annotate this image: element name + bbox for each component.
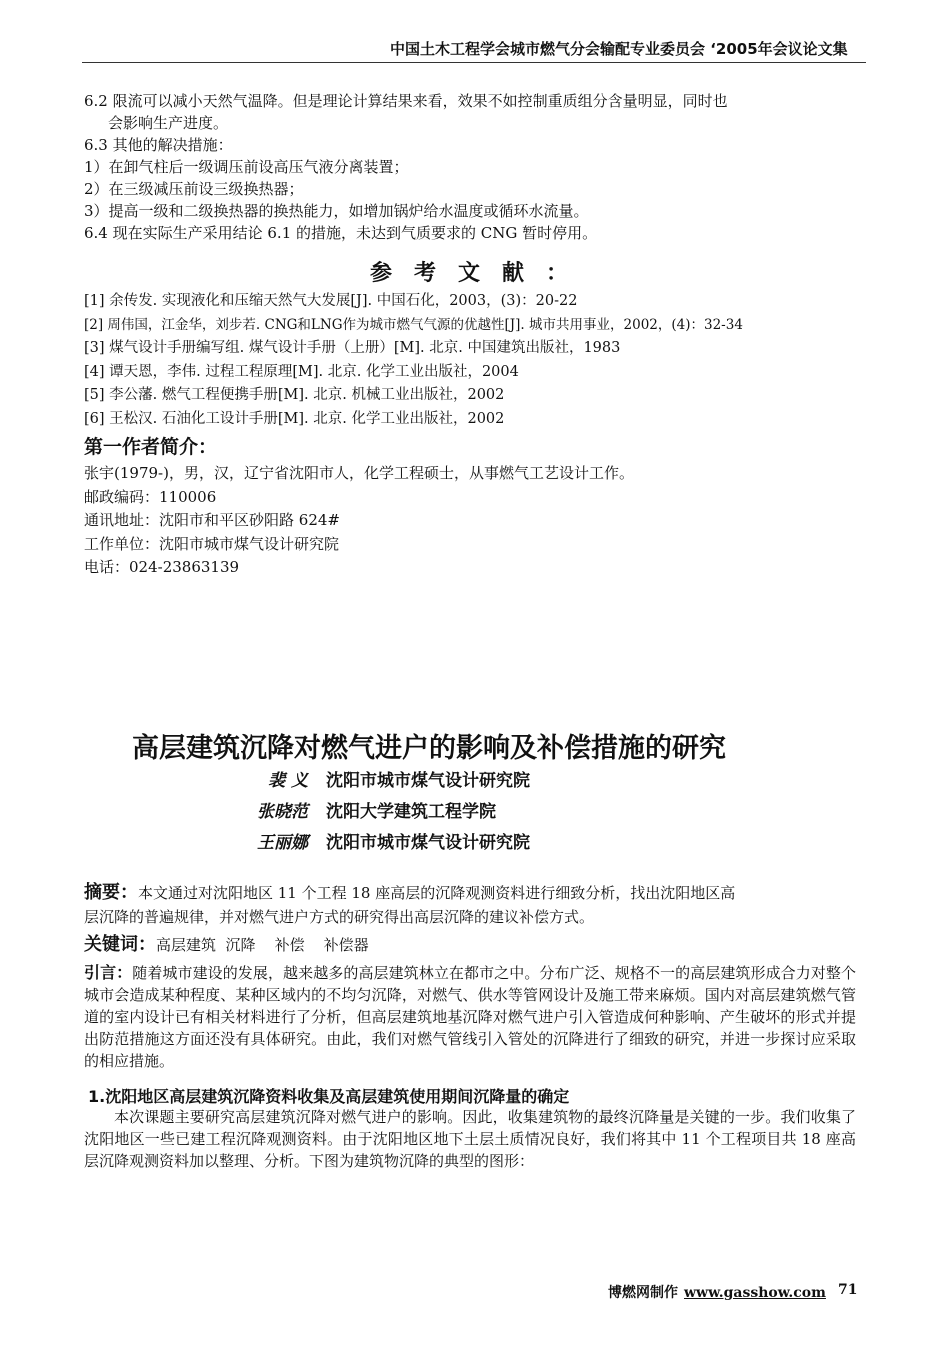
footer <box>608 1282 826 1302</box>
reference-item: [1] 余传发. 实现液化和压缩天然气大发展[J]. 中国石化，2003，(3)：20-22 <box>84 293 578 309</box>
measure-item: 1）在卸气柱后一级调压前设高压气液分离装置； <box>84 158 409 176</box>
bio-line: 通讯地址：沈阳市和平区砂阳路 624# <box>84 511 340 529</box>
reference-item: [3] 煤气设计手册编写组. 煤气设计手册（上册）[M]. 北京. 中国建筑出版社，1983 <box>84 340 621 356</box>
intro-text: 随着城市建设的发展，越来越多的高层建筑林立在都市之中。分布广泛、规格不一的高层建筑形成合力对整个城市会造成某种程度、某种区域内的不均匀沉降，对燃气、供水等管网设计及施工带来麻烦。国内对高层建筑燃气管道的室内设计已有相关材料进行了分析，但高层建筑地基沉降对燃气进户引入管造成何种影响、产生破坏的形式并提出防范措施这方面还没有具体研究。由此，我们对燃气管线引入管处的沉降进行了细致的研究，并进一步探讨应采取的相应措施。 <box>84 964 856 1070</box>
author-affiliation: 沈阳市城市煤气设计研究院 <box>326 833 530 853</box>
reference-item: [6] 王松汉. 石油化工设计手册[M]. 北京. 化学工业出版社，2002 <box>84 410 505 427</box>
footer-producer: 博燃网制作 <box>608 1285 678 1301</box>
header-rule <box>82 62 866 63</box>
measure-item: 2）在三级减压前设三级换热器； <box>84 180 304 198</box>
author-name: 张晓范 <box>257 802 308 822</box>
bio-line: 张宇(1979-)，男，汉，辽宁省沈阳市人，化学工程硕士，从事燃气工艺设计工作。 <box>84 464 634 482</box>
section-1-text: 本次课题主要研究高层建筑沉降对燃气进户的影响。因此，收集建筑物的最终沉降量是关键的一步。我们收集了沈阳地区一些已建工程沉降观测资料。由于沈阳地区地下土层土质情况良好，我们将其中 11 个工程项目共 18 座高层沉降观测资料加以整理、分析。下图为建筑物沉降的典型的图形： <box>84 1108 856 1170</box>
author-row <box>218 766 530 791</box>
intro-label: 引言： <box>84 963 133 982</box>
article-title: 高层建筑沉降对燃气进户的影响及补偿措施的研究 <box>132 733 726 764</box>
keywords-text: 高层建筑 沉降 补偿 补偿器 <box>156 936 369 954</box>
section-1-title: 1.沈阳地区高层建筑沉降资料收集及高层建筑使用期间沉降量的确定 <box>88 1087 570 1106</box>
reference-item: [4] 谭天恩，李伟. 过程工程原理[M]. 北京. 化学工业出版社，2004 <box>84 363 519 380</box>
bio-line: 工作单位：沈阳市城市煤气设计研究院 <box>84 534 340 553</box>
abstract-line2: 层沉降的普遍规律，并对燃气进户方式的研究得出高层沉降的建议补偿方式。 <box>84 908 595 926</box>
keywords <box>84 934 369 956</box>
introduction <box>84 962 856 1072</box>
running-header: 中国土木工程学会城市燃气分会输配专业委员会 ‘2005年会议论文集 <box>390 40 848 58</box>
conclusion-6-4: 6.4 现在实际生产采用结论 6.1 的措施，未达到气质要求的 CNG 暂时停用。 <box>84 224 598 242</box>
bio-line: 邮政编码：110006 <box>84 487 217 506</box>
references-title: 参考文献： <box>370 261 591 286</box>
author-affiliation: 沈阳市城市煤气设计研究院 <box>326 771 530 791</box>
abstract-label: 摘要： <box>84 882 138 903</box>
reference-item: [5] 李公藩. 燃气工程便携手册[M]. 北京. 机械工业出版社，2002 <box>84 387 505 403</box>
author-row <box>218 797 496 822</box>
author-affiliation: 沈阳大学建筑工程学院 <box>326 802 496 822</box>
conclusion-6-3: 6.3 其他的解决措施： <box>84 136 233 154</box>
references-list <box>84 290 743 431</box>
conclusion-6-2-line2: 会影响生产进度。 <box>108 114 229 132</box>
footer-link[interactable]: www.gasshow.com <box>684 1285 826 1301</box>
measure-item: 3）提高一级和二级换热器的换热能力，如增加锅炉给水温度或循环水流量。 <box>84 202 589 220</box>
author-name: 裴 义 <box>268 771 308 791</box>
author-name: 王丽娜 <box>257 833 308 853</box>
author-row <box>218 828 530 853</box>
reference-item: [2] 周伟国，江金华，刘步若. CNG和LNG作为城市燃气气源的优越性[J]. 城市共用事业，2002，(4)：32-34 <box>84 316 743 333</box>
author-bio <box>84 462 634 580</box>
conclusion-6-2-line1: 6.2 限流可以减小天然气温降。但是理论计算结果来看，效果不如控制重质组分含量明显，同时也 <box>84 92 728 110</box>
author-bio-title: 第一作者简介： <box>84 436 218 458</box>
page-number: 71 <box>838 1282 858 1298</box>
conclusion-6-2 <box>84 90 728 244</box>
abstract <box>84 882 735 904</box>
keywords-label: 关键词： <box>84 934 156 955</box>
bio-line: 电话：024-23863139 <box>84 558 240 576</box>
abstract-line1: 本文通过对沈阳地区 11 个工程 18 座高层的沉降观测资料进行细致分析，找出沈阳地区高 <box>138 884 736 902</box>
